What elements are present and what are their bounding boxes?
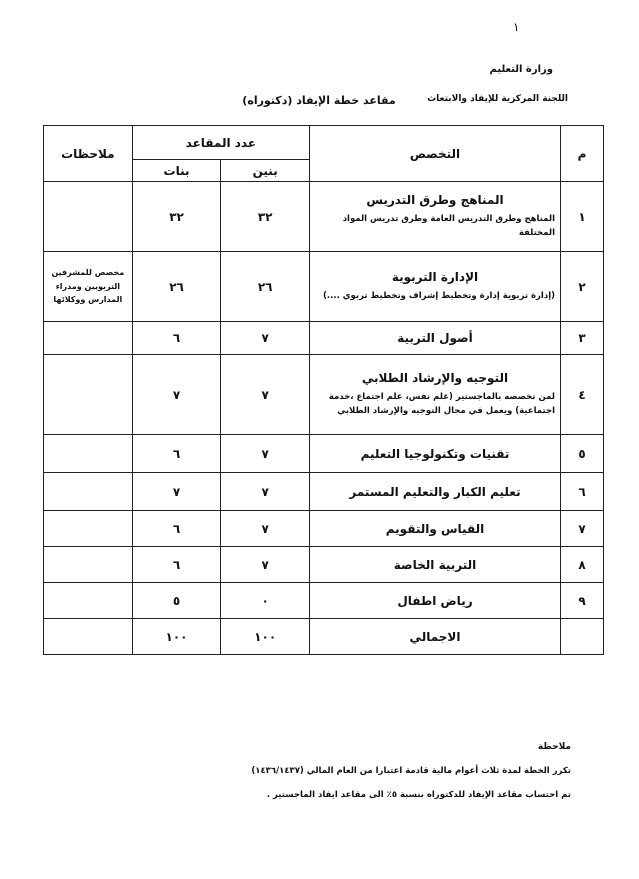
spec-desc: لمن تخصصه بالماجستير (علم نفس، علم اجتماع ،خدمة اجتماعية) ويعمل في مجال التوجيه والإرشاد الطلابي <box>328 391 555 416</box>
row-girls: ٥ <box>132 583 221 619</box>
header-notes: ملاحظات <box>44 126 133 182</box>
row-boys: ٠ <box>221 583 310 619</box>
row-specialization <box>310 435 561 473</box>
header-specialization: التخصص <box>310 126 561 182</box>
spec-title: رياض اطفال <box>397 593 473 608</box>
total-row <box>44 619 604 655</box>
row-girls: ٧ <box>132 355 221 435</box>
row-num: ٥ <box>561 435 604 473</box>
spec-title: أصول التربية <box>397 331 473 345</box>
total-boys: ١٠٠ <box>221 619 310 655</box>
table-row <box>44 435 604 473</box>
row-notes <box>44 182 133 252</box>
table-row <box>44 322 604 355</box>
header-boys: بنين <box>221 160 310 182</box>
row-girls: ٦ <box>132 511 221 547</box>
page-number: ١ <box>513 20 520 34</box>
row-num: ٤ <box>561 355 604 435</box>
row-specialization <box>310 322 561 355</box>
seats-table <box>43 125 604 655</box>
notes-section <box>151 742 571 814</box>
row-girls: ٦ <box>132 435 221 473</box>
row-num: ٨ <box>561 547 604 583</box>
total-label: الاجمالي <box>409 629 461 644</box>
row-specialization <box>310 182 561 252</box>
row-boys: ٢٦ <box>221 252 310 322</box>
header-seats: عدد المقاعد <box>132 126 309 160</box>
row-boys: ٧ <box>221 435 310 473</box>
plan-title: مقاعد خطة الإيفاد (دكتوراه) <box>242 94 396 107</box>
row-boys: ٧ <box>221 547 310 583</box>
row-girls: ٦ <box>132 547 221 583</box>
committee-name: اللجنة المركزية للإيفاد والابتعاث <box>427 94 568 104</box>
row-num: ٧ <box>561 511 604 547</box>
row-num: ١ <box>561 182 604 252</box>
row-specialization <box>310 252 561 322</box>
row-girls: ٧ <box>132 473 221 511</box>
table-row <box>44 547 604 583</box>
table-row <box>44 355 604 435</box>
spec-title: التربية الخاصة <box>393 557 477 572</box>
row-num: ٢ <box>561 252 604 322</box>
row-girls: ٦ <box>132 322 221 355</box>
row-specialization <box>310 511 561 547</box>
row-boys: ٧ <box>221 322 310 355</box>
spec-title: تقنيات وتكنولوجيا التعليم <box>360 446 510 461</box>
note-line-2: تم احتساب مقاعد الإيفاد للدكتوراه بنسبة ٥٪ الى مقاعد ايفاد الماجستير . <box>266 790 571 800</box>
row-num: ٩ <box>561 583 604 619</box>
row-notes <box>44 547 133 583</box>
spec-title: المناهج وطرق التدريس <box>366 192 504 207</box>
ministry-name: وزارة التعليم <box>489 64 553 75</box>
table-row <box>44 473 604 511</box>
total-girls: ١٠٠ <box>132 619 221 655</box>
table-row <box>44 511 604 547</box>
row-notes <box>44 583 133 619</box>
row-num: ٦ <box>561 473 604 511</box>
total-cell <box>310 619 561 655</box>
row-notes <box>44 473 133 511</box>
row-num: ٣ <box>561 322 604 355</box>
row-specialization <box>310 583 561 619</box>
table-row <box>44 182 604 252</box>
spec-title: التوجيه والإرشاد الطلابي <box>361 370 509 385</box>
table-row <box>44 252 604 322</box>
table-row <box>44 583 604 619</box>
row-notes <box>44 511 133 547</box>
header-num: م <box>561 126 604 182</box>
notes-heading: ملاحظة <box>537 742 571 752</box>
row-boys: ٧ <box>221 511 310 547</box>
row-specialization <box>310 547 561 583</box>
row-specialization <box>310 355 561 435</box>
row-girls: ٣٢ <box>132 182 221 252</box>
row-girls: ٢٦ <box>132 252 221 322</box>
spec-title: الإدارة التربوية <box>391 269 479 284</box>
row-notes <box>44 322 133 355</box>
note-line-1: تكرر الخطة لمدة ثلاث أعوام مالية قادمة اعتبارا من العام المالي (١٤٣٦/١٤٣٧) <box>251 766 571 776</box>
spec-title: القياس والتقويم <box>385 521 485 536</box>
row-notes: مخصص للمشرفين التربويين ومدراء المدارس ووكلائها <box>44 252 133 322</box>
row-notes <box>44 435 133 473</box>
row-boys: ٧ <box>221 473 310 511</box>
row-boys: ٣٢ <box>221 182 310 252</box>
row-boys: ٧ <box>221 355 310 435</box>
row-specialization <box>310 473 561 511</box>
row-notes <box>44 355 133 435</box>
spec-desc: (إدارة تربوية إدارة وتخطيط إشراف وتخطيط تربوي ....) <box>323 290 555 301</box>
header-girls: بنات <box>132 160 221 182</box>
spec-desc: المناهج وطرق التدريس العامة وطرق تدريس المواد المختلفة <box>342 213 555 238</box>
spec-title: تعليم الكبار والتعليم المستمر <box>349 484 521 499</box>
